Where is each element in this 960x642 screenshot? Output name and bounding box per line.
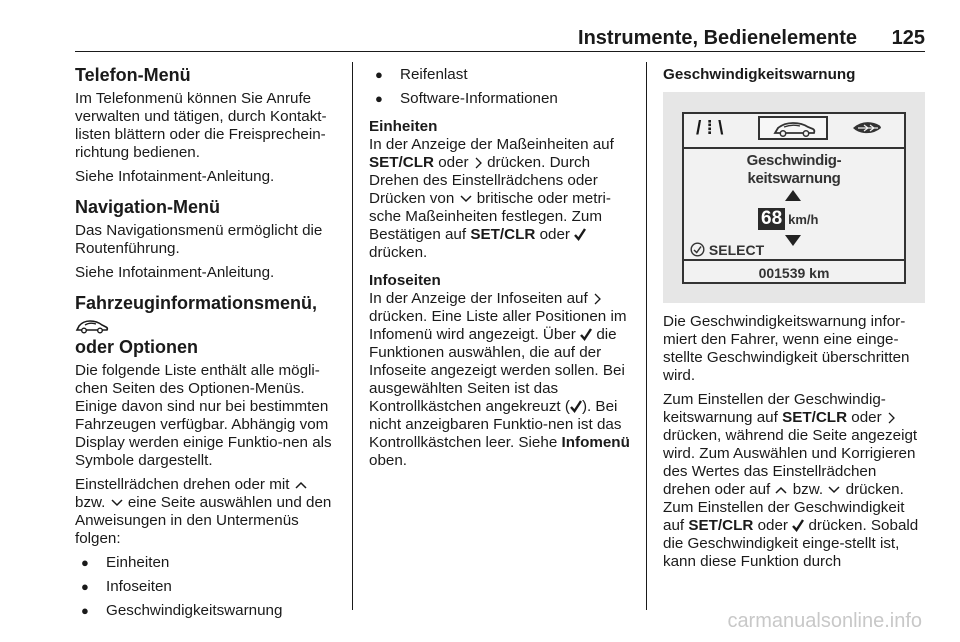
list-item: ● Reifenlast — [369, 66, 631, 84]
text-info-4: ). Bei nicht anzeigbaren Funktio-nen ist das Kontrollkästchen leer. Siehe — [369, 398, 622, 451]
column-divider-2 — [646, 62, 647, 610]
paragraph-warnung: Die Geschwindigkeitswarnung infor-miert den Fahrer, wenn eine einge-stellte Geschwindigkeit überschritten wird. — [663, 313, 910, 384]
car-icon — [761, 118, 827, 138]
paragraph-telefon: Im Telefonmenü können Sie Anrufe verwalten und tätigen, durch Kontakt-listen blättern oder die Freisprechein-richtung bedienen. — [75, 90, 327, 161]
text-einst-5: drücken. Zum Einstellen der Geschwindigkeit auf — [663, 481, 905, 534]
text-einst-2: oder — [851, 409, 882, 426]
chevron-up-icon — [294, 480, 308, 490]
paragraph-drehen — [75, 476, 340, 548]
heading-fahrzeuginformation — [75, 292, 340, 358]
chevron-right-icon — [886, 411, 896, 425]
display-tab-bar — [684, 114, 904, 149]
text-info-5: oben. — [369, 452, 408, 469]
setclr-label: SET/CLR — [782, 409, 848, 426]
heading-geschwindigkeitswarnung: Geschwindigkeitswarnung — [663, 66, 856, 83]
heading-fahrzeug-part1: Fahrzeuginformationsmenü, — [75, 293, 318, 313]
text-drehen-b: bzw. — [75, 494, 106, 511]
text-drehen-a: Einstellrädchen drehen oder mit — [75, 476, 290, 493]
chevron-right-icon — [473, 156, 483, 170]
text-einheiten-3: drücken. Durch Drehen des Einstellrädchens oder Drücken von — [369, 154, 598, 207]
display-odometer: 001539 km — [758, 265, 830, 281]
paragraph-navigation-ref: Siehe Infotainment-Anleitung. — [75, 264, 275, 281]
options-list-2 — [369, 66, 631, 108]
text-einheiten-2: oder — [438, 154, 469, 171]
display-select — [690, 241, 764, 259]
paragraph-einheiten — [369, 136, 631, 262]
setclr-label: SET/CLR — [470, 226, 536, 243]
checkmark-icon — [580, 328, 592, 341]
infomenue-label: Infomenü — [561, 434, 630, 451]
chevron-down-icon — [827, 485, 841, 495]
triangle-up-icon — [784, 189, 802, 202]
display-speed-unit: km/h — [788, 212, 819, 227]
text-einheiten-6: drücken. — [369, 244, 428, 261]
paragraph-liste: Die folgende Liste enthält alle mögli-chen Seiten des Optionen-Menüs. Einige davon sind nur bei bestimmten Fahrzeugen verfügbar. Abhängig vom Display werden einige Funktio-nen als Symbole dargestellt. — [75, 362, 332, 469]
column-divider-1 — [352, 62, 353, 610]
header-rule — [75, 51, 925, 52]
chevron-right-icon — [592, 292, 602, 306]
options-list-1 — [75, 554, 340, 620]
checkmark-icon — [792, 519, 804, 532]
heading-telefon-menu: Telefon-Menü — [75, 65, 191, 85]
display-label-line2: keitswarnung — [747, 170, 841, 187]
paragraph-infoseiten — [369, 290, 631, 470]
list-item: ● Infoseiten — [75, 578, 340, 596]
checkmark-icon — [570, 400, 582, 413]
text-einst-1: Zum Einstellen der Geschwindig-keitswarnung auf — [663, 391, 886, 426]
heading-infoseiten: Infoseiten — [369, 272, 441, 289]
heading-fahrzeug-part2: oder Optionen — [75, 337, 198, 357]
leaf-icon — [850, 119, 884, 137]
column-1 — [75, 64, 340, 626]
paragraph-telefon-ref: Siehe Infotainment-Anleitung. — [75, 168, 275, 185]
setclr-label: SET/CLR — [369, 154, 434, 171]
setclr-label: SET/CLR — [688, 517, 754, 534]
car-icon — [75, 317, 109, 335]
text-info-1: In der Anzeige der Infoseiten auf — [369, 290, 588, 307]
text-einheiten-1: In der Anzeige der Maßeinheiten auf — [369, 136, 614, 153]
text-einst-7: drücken. Sobald die Geschwindigkeit einge-stellt ist, kann diese Funktion durch — [663, 517, 919, 570]
watermark: carmanualsonline.info — [727, 610, 922, 632]
checkmark-icon — [574, 228, 586, 241]
list-item: ● Einheiten — [75, 554, 340, 572]
page-title: Instrumente, Bedienelemente — [578, 27, 857, 49]
column-2 — [369, 64, 631, 470]
text-drehen-c: eine Seite auswählen und den Anweisungen in den Untermenüs folgen: — [75, 494, 332, 547]
paragraph-navigation: Das Navigationsmenü ermöglicht die Routenführung. — [75, 222, 323, 257]
chevron-down-icon — [110, 498, 124, 508]
column-3 — [663, 64, 925, 571]
list-item: ● Geschwindigkeitswarnung — [75, 602, 340, 620]
text-einst-3: drücken, während die Seite angezeigt wird. Zum Auswählen und Korrigieren des Wertes das Einstellrädchen drehen oder auf — [663, 427, 918, 498]
display-label — [684, 152, 904, 188]
display-select-label: SELECT — [708, 242, 765, 258]
display-tab-trip: / ⁞ \ — [696, 118, 724, 139]
display-speed-value: 68 — [758, 208, 785, 230]
display-speed-row — [758, 208, 818, 230]
chevron-down-icon — [459, 194, 473, 204]
check-circle-icon — [690, 242, 705, 257]
heading-einheiten: Einheiten — [369, 118, 438, 135]
page-header — [75, 27, 925, 53]
triangle-down-icon — [784, 234, 802, 247]
text-einheiten-5: oder — [539, 226, 570, 243]
display-tab-vehicle — [758, 116, 828, 140]
paragraph-einstellen — [663, 391, 925, 571]
list-item: ● Software-Informationen — [369, 90, 631, 108]
display-divider — [684, 259, 904, 261]
display-label-line1: Geschwindig- — [746, 152, 842, 169]
page-number: 125 — [891, 27, 925, 49]
heading-navigation-menu: Navigation-Menü — [75, 197, 221, 217]
text-info-3: die Funktionen auswählen, die auf der Infoseite angezeigt werden sollen. Bei ausgewählten Seiten ist das Kontrollkästchen angekreuzt ( — [369, 326, 625, 415]
text-info-2: drücken. Eine Liste aller Positionen im Infomenü wird angezeigt. Über — [369, 308, 627, 343]
chevron-up-icon — [774, 485, 788, 495]
text-einheiten-4: britische oder metri-sche Maßeinheiten festlegen. Zum Bestätigen auf — [369, 190, 611, 243]
text-einst-6: oder — [757, 517, 788, 534]
display-illustration — [663, 92, 925, 303]
text-einst-4: bzw. — [792, 481, 824, 498]
display-screen — [682, 112, 906, 284]
